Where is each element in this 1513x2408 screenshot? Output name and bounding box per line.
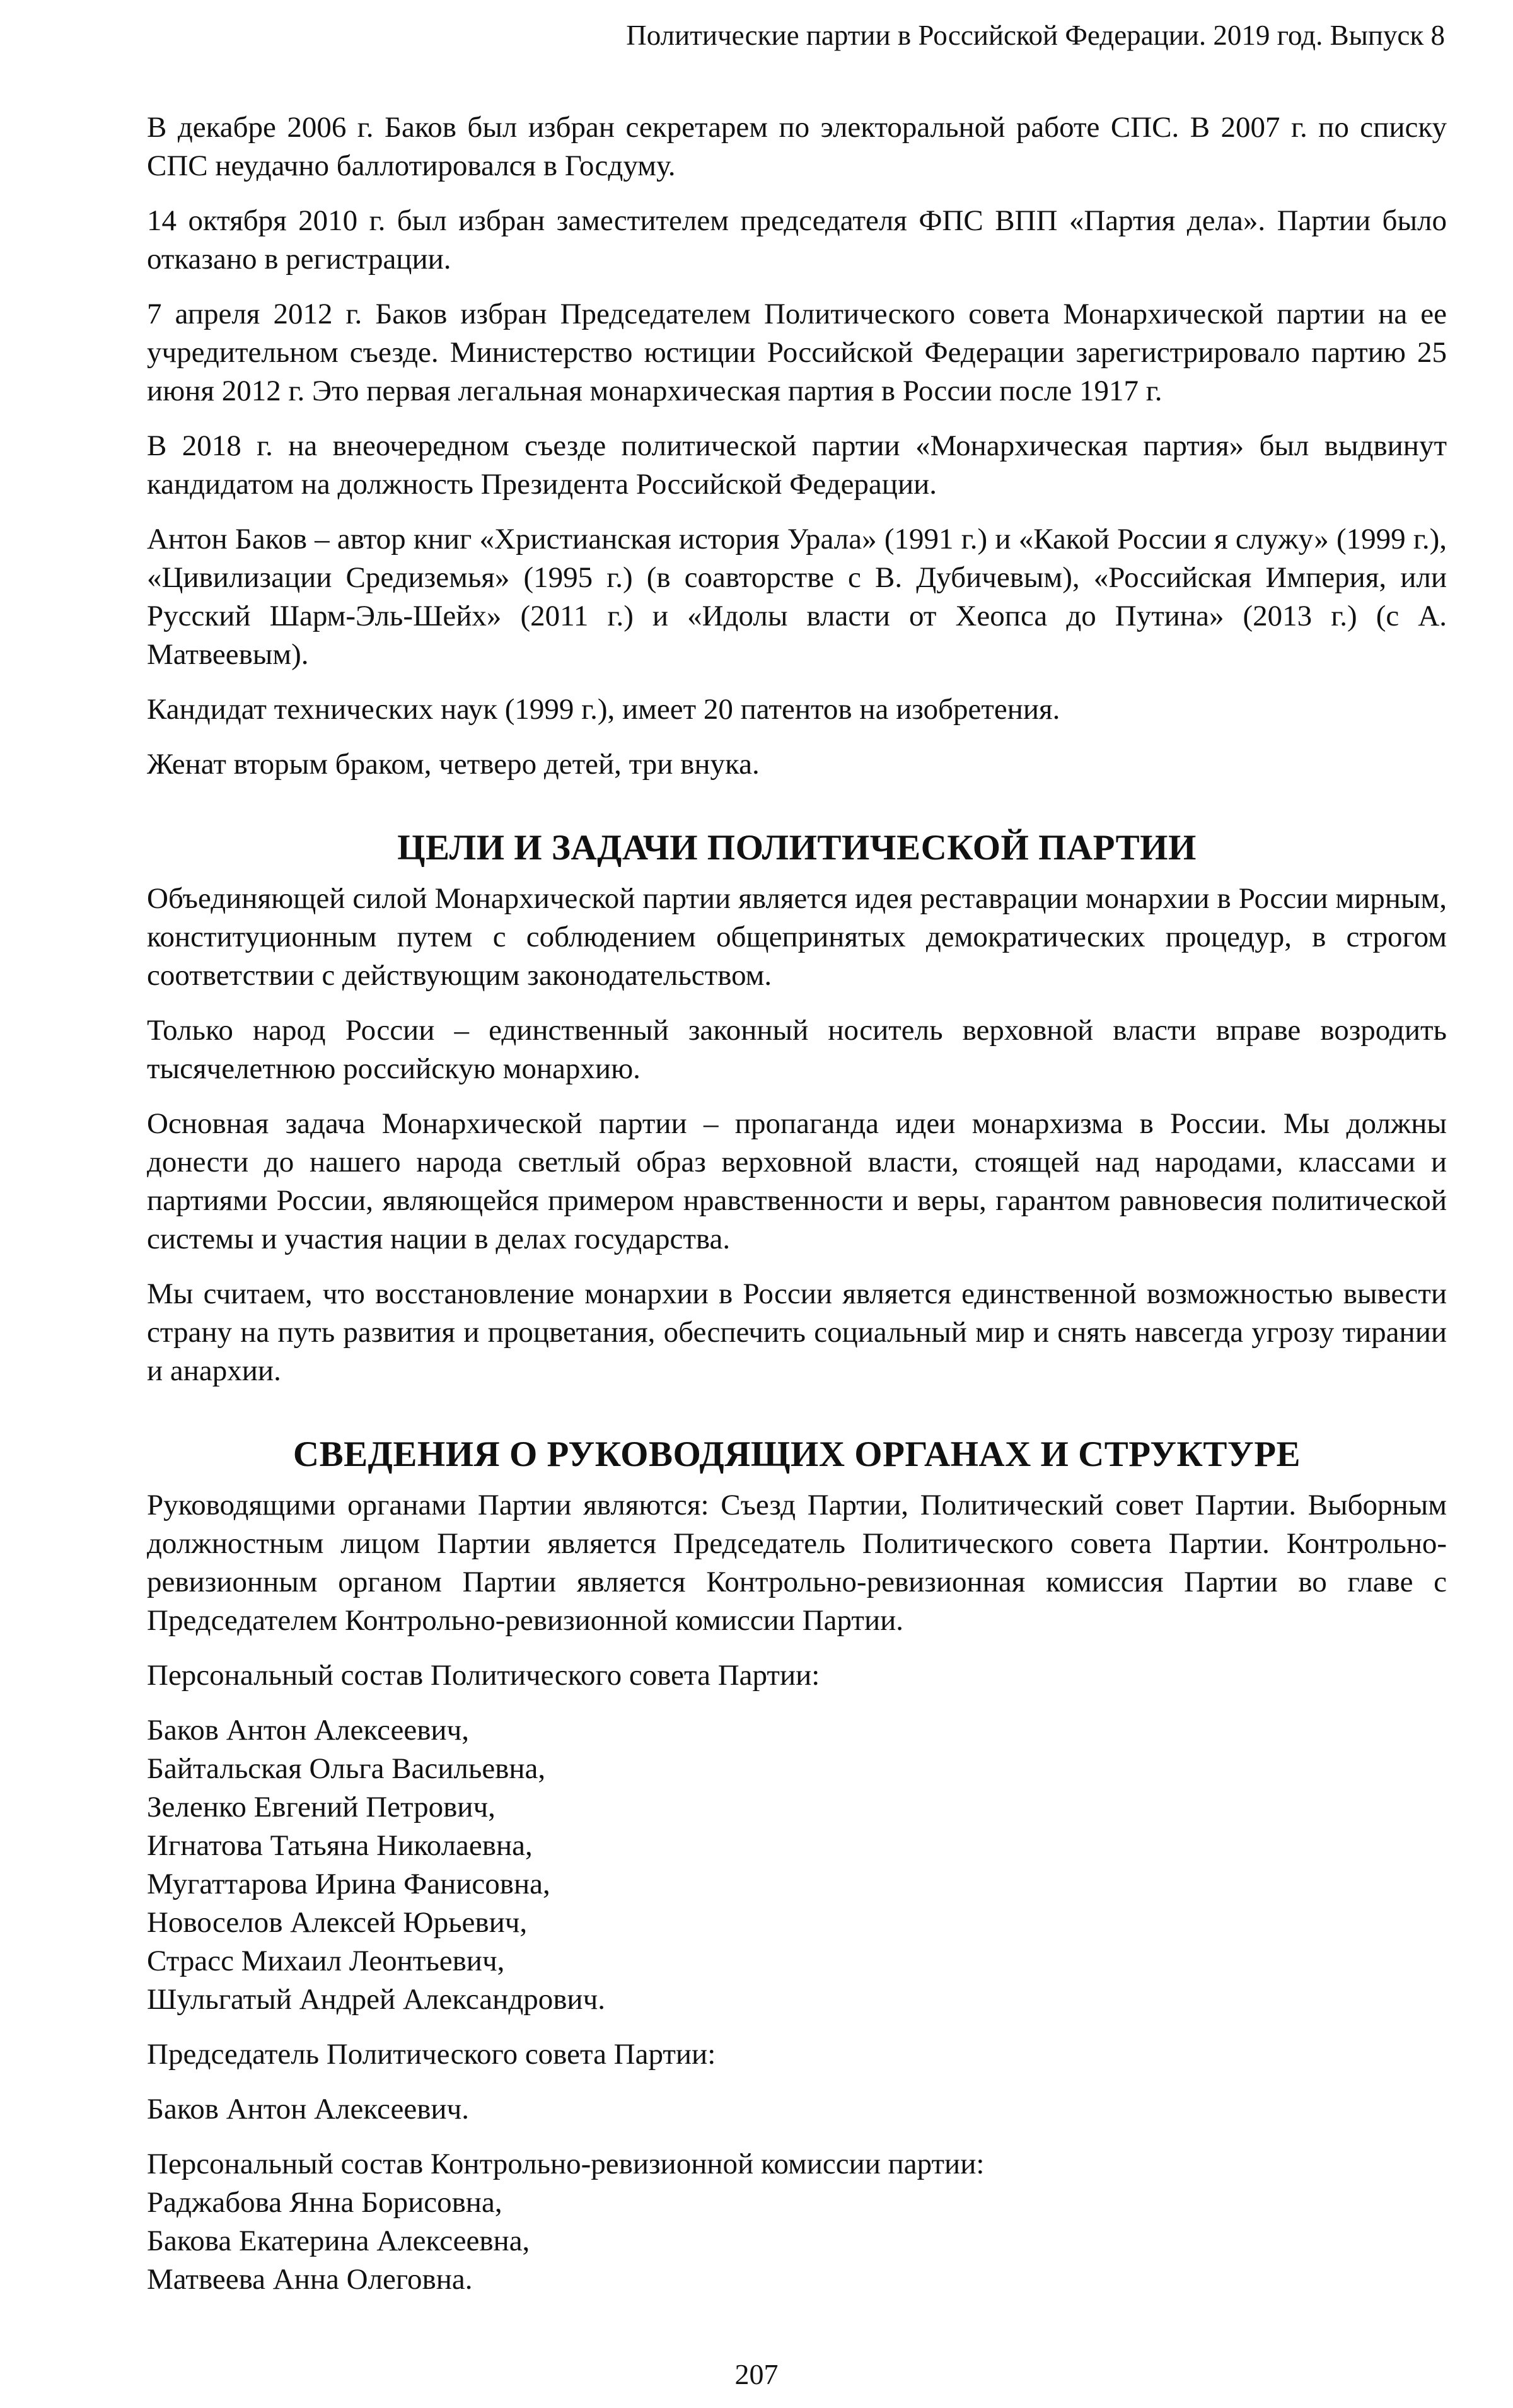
structure-section-title: СВЕДЕНИЯ О РУКОВОДЯЩИХ ОРГАНАХ И СТРУКТУРЕ	[293, 1434, 1301, 1474]
goals-paragraph: Мы считаем, что восстановление монархии в России является единственной возможностью вывести страну на путь развития и процветания, обеспечить социальный мир и снять навсегда угрозу тирании и анархии.	[147, 1277, 1447, 1387]
intro-paragraph: Антон Баков – автор книг «Христианская история Урала» (1991 г.) и «Какой России я служу» (1999 г.), «Цивилизации Средиземья» (1995 г.) (в соавторстве с В. Дубичевым), «Российская Империя, или Русский Шарм-Эль-Шейх» (2011 г.) и «Идолы власти от Хеопса до Путина» (2013 г.) (с А. Матвеевым).	[147, 523, 1447, 671]
council-member: Новоселов Алексей Юрьевич,	[147, 1906, 528, 1939]
council-member: Игнатова Татьяна Николаевна,	[147, 1829, 533, 1862]
audit-member: Бакова Екатерина Алексеевна,	[147, 2225, 530, 2257]
council-member: Мугаттарова Ирина Фанисовна,	[147, 1868, 550, 1900]
goals-paragraph: Основная задача Монархической партии – пропаганда идеи монархизма в России. Мы должны донести до нашего народа светлый образ верховной власти, стоящей над народами, классами и партиями России, являющейся примером нравственности и веры, гарантом равновесия политической системы и участия нации в делах государства.	[147, 1107, 1447, 1255]
structure-intro: Руководящими органами Партии являются: Съезд Партии, Политический совет Партии. Выборным должностным лицом Партии является Председатель Политического совета Партии. Контрольно-ревизионным органом Партии является Контрольно-ревизионная комиссия Партии во главе с Председателем Контрольно-ревизионной комиссии Партии.	[147, 1489, 1447, 1637]
intro-paragraph: Кандидат технических наук (1999 г.), имеет 20 патентов на изобретения.	[147, 693, 1060, 726]
council-label: Персональный состав Политического совета Партии:	[147, 1659, 820, 1692]
intro-paragraph: 7 апреля 2012 г. Баков избран Председателем Политического совета Монархической партии на ее учредительном съезде. Министерство юстиции Российской Федерации зарегистрировало партию 25 июня 2012 г. Это первая легальная монархическая партия в России после 1917 г.	[147, 298, 1447, 407]
chairman-label: Председатель Политического совета Партии:	[147, 2038, 716, 2071]
council-member: Зеленко Евгений Петрович,	[147, 1791, 496, 1823]
intro-paragraph: В 2018 г. на внеочередном съезде политической партии «Монархическая партия» был выдвинут кандидатом на должность Президента Российской Федерации.	[147, 429, 1447, 501]
running-head: Политические партии в Российской Федерации. 2019 год. Выпуск 8	[626, 20, 1445, 51]
goals-section-title: ЦЕЛИ И ЗАДАЧИ ПОЛИТИЧЕСКОЙ ПАРТИИ	[397, 828, 1197, 868]
chairman-name: Баков Антон Алексеевич.	[147, 2093, 469, 2126]
page-content	[147, 108, 1447, 2315]
council-members-list	[147, 1711, 1447, 2019]
page-number: 207	[734, 2358, 779, 2390]
council-member: Шульгатый Андрей Александрович.	[147, 1983, 605, 2016]
audit-members-list	[147, 2184, 1447, 2299]
intro-paragraph: 14 октября 2010 г. был избран заместителем председателя ФПС ВПП «Партия дела». Партии было отказано в регистрации.	[147, 204, 1447, 276]
audit-member: Матвеева Анна Олеговна.	[147, 2263, 473, 2296]
goals-paragraph: Объединяющей силой Монархической партии является идея реставрации монархии в России мирным, конституционным путем с соблюдением общепринятых демократических процедур, в строгом соответствии с действующим законодательством.	[147, 882, 1447, 992]
audit-member: Раджабова Янна Борисовна,	[147, 2186, 502, 2219]
goals-paragraph: Только народ России – единственный законный носитель верховной власти вправе возродить тысячелетнюю российскую монархию.	[147, 1014, 1447, 1085]
audit-label: Персональный состав Контрольно-ревизионной комиссии партии:	[147, 2148, 985, 2180]
council-member: Байтальская Ольга Васильевна,	[147, 1752, 546, 1785]
intro-paragraph: В декабре 2006 г. Баков был избран секретарем по электоральной работе СПС. В 2007 г. по списку СПС неудачно баллотировался в Госдуму.	[147, 111, 1447, 182]
council-member: Страсс Михаил Леонтьевич,	[147, 1945, 505, 1977]
council-member: Баков Антон Алексеевич,	[147, 1714, 469, 1747]
intro-paragraph: Женат вторым браком, четверо детей, три внука.	[147, 748, 760, 781]
